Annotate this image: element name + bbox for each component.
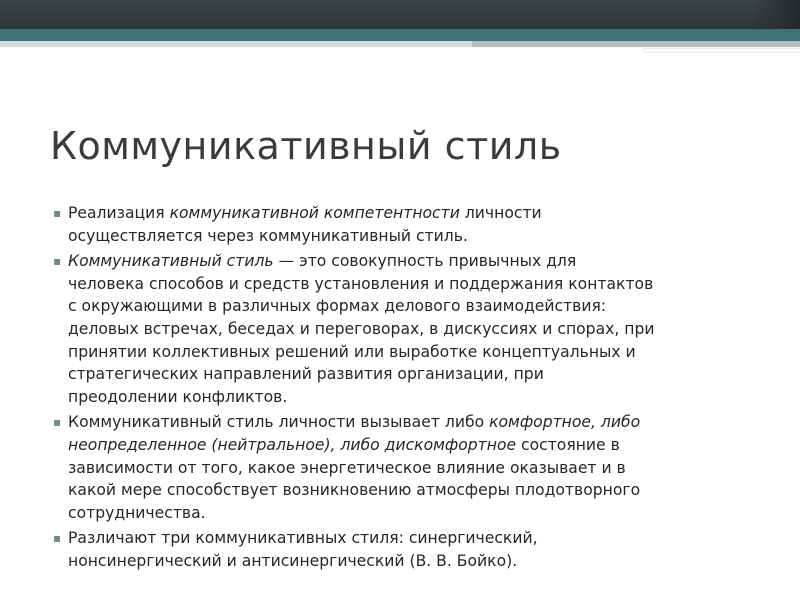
body-text: состояние в	[516, 435, 620, 454]
bullet-line	[68, 341, 772, 364]
slide-title: Коммуникативный стиль	[50, 124, 562, 168]
bullet-line	[68, 411, 772, 434]
body-text: личности	[459, 204, 542, 222]
header-strip-light	[0, 41, 472, 47]
body-text: Коммуникативный стиль личности вызывает либо	[68, 413, 490, 432]
bullet-marker-icon: ▪	[53, 531, 62, 546]
emphasis-text: Коммуникативный стиль	[68, 252, 274, 271]
bullet-line	[68, 202, 772, 225]
emphasis-text: неопределенное (нейтральное), либо дискомфортное	[68, 435, 517, 454]
bullet-line	[68, 502, 772, 525]
body-text: стратегических направлений развития организации, при	[68, 365, 544, 384]
header-shade	[752, 0, 800, 29]
bullet-list	[52, 202, 772, 573]
bullet-line	[68, 295, 772, 318]
body-text: сотрудничества.	[68, 503, 206, 522]
header-band-dark	[0, 0, 800, 29]
body-text: с окружающими в различных формах делового взаимодействия:	[68, 297, 607, 316]
body-text: преодолении конфликтов.	[68, 387, 288, 406]
body-text: принятии коллективных решений или выработке концептуальных и	[68, 342, 636, 361]
bullet-line	[68, 225, 772, 248]
bullet-line	[68, 250, 772, 273]
bullet-line	[68, 527, 772, 550]
body-text: Реализация	[68, 204, 170, 222]
bullet-item	[52, 411, 772, 524]
body-text: осуществляется через коммуникативный стиль.	[68, 226, 468, 245]
bullet-item	[52, 250, 772, 408]
header-band-teal	[0, 29, 800, 41]
bullet-line	[68, 550, 772, 573]
bullet-marker-icon: ▪	[53, 415, 62, 430]
header-strip-grey	[472, 41, 800, 47]
header-strip-white	[644, 49, 800, 52]
body-text: зависимости от того, какое энергетическое влияние оказывает и в	[68, 458, 626, 477]
bullet-line	[68, 457, 772, 480]
bullet-marker-icon: ▪	[53, 254, 62, 269]
bullet-item	[52, 202, 772, 247]
bullet-line	[68, 318, 772, 341]
body-text: какой мере способствует возникновению атмосферы плодотворного	[68, 481, 641, 500]
bullet-line	[68, 479, 772, 502]
bullet-item	[52, 527, 772, 572]
body-text: Различают три коммуникативных стиля: синергический,	[68, 529, 538, 548]
bullet-line	[68, 273, 772, 296]
body-text: нонсинергический и антисинергический (В. В. Бойко).	[68, 551, 518, 570]
body-text: человека способов и средств установления и поддержания контактов	[68, 274, 654, 293]
bullet-line	[68, 434, 772, 457]
emphasis-text: коммуникативной компетентности	[169, 204, 460, 222]
body-text: деловых встречах, беседах и переговорах, в дискуссиях и спорах, при	[68, 319, 655, 338]
bullet-line	[68, 363, 772, 386]
body-text: — это совокупность привычных для	[273, 252, 577, 271]
bullet-line	[68, 386, 772, 409]
emphasis-text: комфортное, либо	[489, 413, 641, 432]
bullet-marker-icon: ▪	[53, 206, 62, 220]
slide-content	[52, 202, 772, 576]
